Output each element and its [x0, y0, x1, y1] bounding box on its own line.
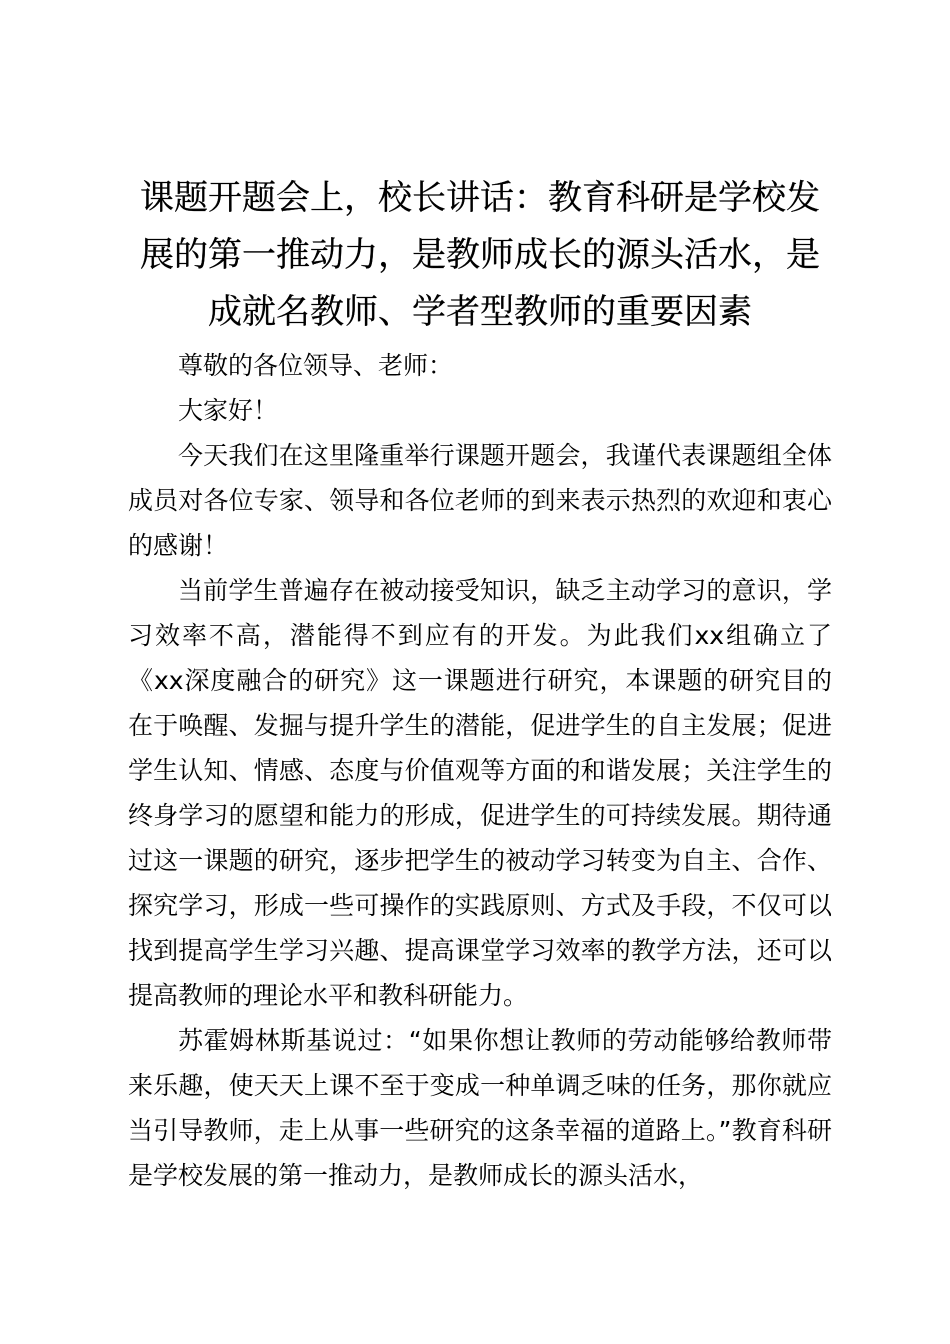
document-page	[128, 170, 832, 1198]
salutation: 尊敬的各位领导、老师：	[178, 351, 454, 380]
paragraph-quote: 苏霍姆林斯基说过：“如果你想让教师的劳动能够给教师带来乐趣，使天天上课不至于变成一种单调乏味的任务，那你就应当引导教师，走上从事一些研究的这条幸福的道路上。”教育科研是学校发展的第一推动力，是教师成长的源头活水，	[128, 1026, 832, 1190]
document-title: 课题开题会上，校长讲话：教育科研是学校发展的第一推动力，是教师成长的源头活水，是成就名教师、学者型教师的重要因素	[140, 178, 820, 332]
greeting: 大家好！	[178, 396, 279, 425]
paragraph-research-purpose: 当前学生普遍存在被动接受知识，缺乏主动学习的意识，学习效率不高，潜能得不到应有的开发。为此我们xx组确立了《xx深度融合的研究》这一课题进行研究，本课题的研究目的在于唤醒、发掘与提升学生的潜能，促进学生的自主发展；促进学生认知、情感、态度与价值观等方面的和谐发展；关注学生的终身学习的愿望和能力的形成，促进学生的可持续发展。期待通过这一课题的研究，逐步把学生的被动学习转变为自主、合作、探究学习，形成一些可操作的实践原则、方式及手段，不仅可以找到提高学生学习兴趣、提高课堂学习效率的教学方法，还可以提高教师的理论水平和教科研能力。	[128, 576, 832, 1010]
paragraph-welcome: 今天我们在这里隆重举行课题开题会，我谨代表课题组全体成员对各位专家、领导和各位老师的到来表示热烈的欢迎和衷心的感谢！	[128, 441, 832, 560]
